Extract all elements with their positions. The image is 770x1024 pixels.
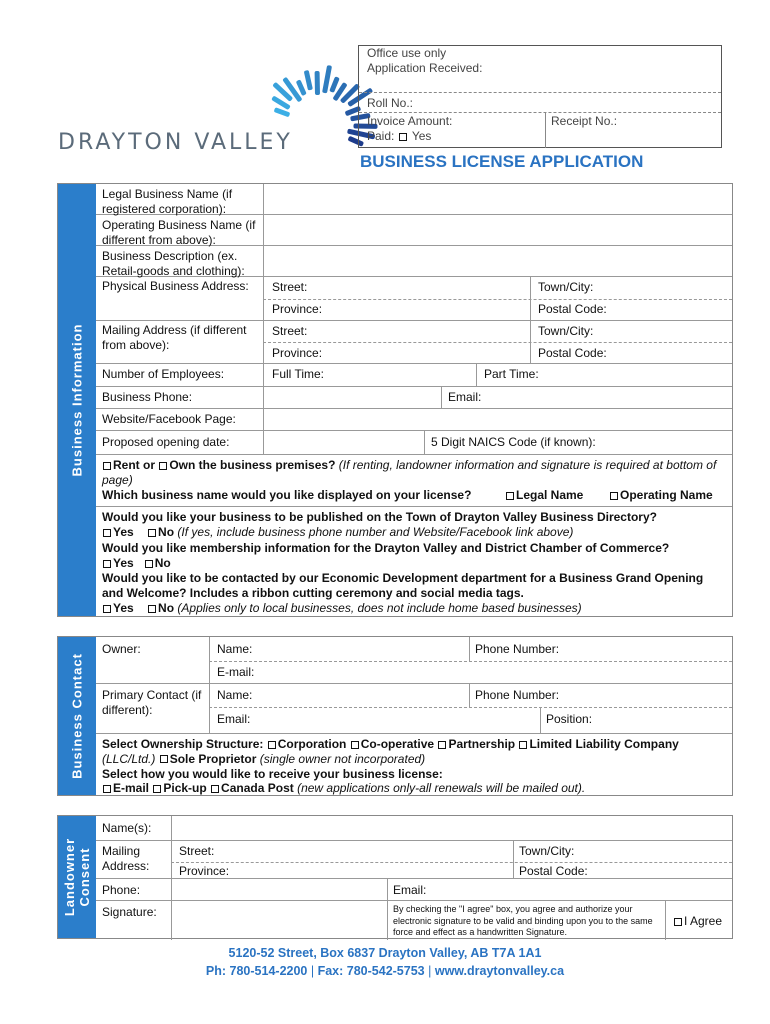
econ-yes-checkbox[interactable] [103,605,111,613]
rent-checkbox[interactable] [103,462,111,470]
chamber-no-checkbox[interactable] [145,560,153,568]
econ-no-checkbox[interactable] [148,605,156,613]
partnership-label: Partnership [448,737,516,751]
physical-postal-field[interactable]: Postal Code: [538,302,607,316]
directory-yes-checkbox[interactable] [103,529,111,537]
owner-email-field[interactable]: E-mail: [217,665,255,679]
footer-sep-1: | [310,964,315,978]
legal-name-option-label: Legal Name [516,488,584,502]
website-label: Website/Facebook Page: [102,412,236,426]
paid-checkbox[interactable] [399,133,407,141]
business-contact-label: Business Contact [69,653,85,779]
directory-question: Would you like your business to be published on the Town of Drayton Valley Business Directory? [102,510,657,524]
canada-post-label: Canada Post [221,781,294,795]
logo-ray [303,70,312,91]
legal-name-checkbox[interactable] [506,492,514,500]
landowner-email-field[interactable]: Email: [393,883,427,897]
own-label: Own the business premises? [169,458,336,472]
footer-contact [0,964,770,978]
receipt-no-field[interactable]: Receipt No.: [551,114,618,128]
operating-name-option[interactable] [605,486,717,505]
invoice-amount-field[interactable]: Invoice Amount: [367,114,453,128]
business-information-sidebar [58,184,96,616]
ownership-structure [98,735,730,768]
physical-street-field[interactable]: Street: [272,280,308,294]
display-name-question: Which business name would you like displayed on your license? [102,488,472,502]
landowner-postal-field[interactable]: Postal Code: [519,864,588,878]
ownership-question: Select Ownership Structure: [102,737,264,751]
business-information-label: Business Information [69,323,85,477]
employees-label: Number of Employees: [102,367,225,381]
business-contact-sidebar [58,637,96,795]
agree-disclaimer: By checking the "I agree" box, you agree and authorize your electronic signature to be valid and binding upon you to the same force and effect as a handwritten Signature. [393,904,653,937]
landowner-street-field[interactable]: Street: [179,844,215,858]
opening-date-label: Proposed opening date: [102,435,230,449]
naics-field[interactable]: 5 Digit NAICS Code (if known): [431,435,596,449]
rent-label: Rent or [113,458,155,472]
description-field[interactable] [264,247,732,275]
receive-note: (new applications only-all renewals will be mailed out). [297,781,586,795]
description-label: Business Description (ex. Retail-goods and clothing): [102,249,245,278]
physical-town-field[interactable]: Town/City: [538,280,594,294]
i-agree-label: I Agree [684,914,723,928]
contact-position-field[interactable]: Position: [546,712,593,726]
website-field[interactable] [264,410,732,428]
office-use-label: Office use only [367,46,447,60]
receive-license-options [98,779,730,798]
roll-no-field[interactable]: Roll No.: [359,93,721,113]
econ-dev-question: Would you like to be contacted by our Economic Development department for a Business Grand Opening and Welcome? Includes a ribbon cutting ceremony and social media tags. [102,571,704,600]
mailing-street-field[interactable]: Street: [272,324,308,338]
landowner-phone-field[interactable] [172,881,385,898]
mailing-postal-field[interactable]: Postal Code: [538,346,607,360]
directory-note: (If yes, include business phone number and Website/Facebook link above) [177,525,574,539]
operating-name-option-label: Operating Name [620,488,713,502]
sole-proprietor-label: Sole Proprietor [169,751,257,766]
partnership-checkbox[interactable] [438,741,446,749]
email-delivery-checkbox[interactable] [103,785,111,793]
business-email-field[interactable]: Email: [448,390,482,404]
premises-question [98,456,728,489]
landowner-phone-label: Phone: [102,883,141,897]
office-use-box [358,45,722,148]
chamber-question: Would you like membership information for the Drayton Valley and District Chamber of Commerce? [102,541,670,555]
form-title: BUSINESS LICENSE APPLICATION [360,152,644,171]
landowner-mailing-label: Mailing Address: [102,844,150,873]
signature-field[interactable] [172,903,385,938]
part-time-field[interactable]: Part Time: [484,367,539,381]
canada-post-checkbox[interactable] [211,785,219,793]
application-received-field[interactable]: Application Received: [359,61,721,93]
owner-phone-field[interactable]: Phone Number: [475,642,560,656]
chamber-no-label: No [154,556,171,570]
econ-note: (Applies only to local businesses, does not include home based businesses) [177,601,582,615]
pickup-label: Pick-up [163,781,207,795]
rent-note: (If renting, landowner information and signature is required at bottom of page) [102,458,717,487]
logo-ray [315,71,320,95]
footer-phone: Ph: 780-514-2200 [205,964,308,978]
chamber-yes-checkbox[interactable] [103,560,111,568]
pickup-checkbox[interactable] [153,785,161,793]
chamber-yes-label: Yes [113,556,134,570]
operating-name-checkbox[interactable] [610,492,618,500]
business-information-section [57,183,733,617]
directory-no-checkbox[interactable] [148,529,156,537]
landowner-consent-label [62,838,92,916]
cooperative-label: Co-operative [360,737,435,751]
paid-yes-label: Yes [411,129,432,143]
i-agree-option[interactable] [669,912,726,931]
sole-proprietor-checkbox[interactable] [160,755,168,763]
owner-name-field[interactable]: Name: [217,642,253,656]
contact-name-field[interactable]: Name: [217,688,253,702]
mailing-province-field[interactable]: Province: [272,346,323,360]
sole-proprietor-note: (single owner not incorporated) [259,751,426,766]
owner-label: Owner: [102,642,141,656]
landowner-town-field[interactable]: Town/City: [519,844,575,858]
llc-label: Limited Liability Company [529,737,679,751]
signature-label: Signature: [102,905,157,919]
corporation-label: Corporation [277,737,347,751]
operating-name-field[interactable] [264,216,732,244]
opening-date-field[interactable] [264,433,422,451]
econ-no-label: No [158,601,175,615]
receive-license-question: Select how you would like to receive your business license: [102,767,443,781]
footer-address: 5120-52 Street, Box 6837 Drayton Valley, AB T7A 1A1 [228,946,542,960]
footer-website[interactable]: www.draytonvalley.ca [434,964,565,978]
cooperative-checkbox[interactable] [351,741,359,749]
legal-name-option[interactable] [501,486,587,505]
landowner-label-line2: Consent [77,847,92,907]
operating-name-label: Operating Business Name (if different from above): [102,218,256,247]
business-phone-label: Business Phone: [102,390,193,404]
physical-province-field[interactable]: Province: [272,302,323,316]
i-agree-checkbox[interactable] [674,918,682,926]
directory-yes-label: Yes [113,525,134,539]
email-delivery-label: E-mail [113,781,150,795]
landowner-names-field[interactable] [172,819,732,838]
mailing-address-label: Mailing Address (if different from above): [102,323,247,352]
business-contact-section [57,636,733,796]
landowner-label-line1: Landowner [62,837,77,917]
llc-checkbox[interactable] [519,741,527,749]
paid-field[interactable] [367,129,431,143]
own-checkbox[interactable] [159,462,167,470]
landowner-consent-sidebar [58,816,96,938]
landowner-consent-section [57,815,733,939]
legal-name-field[interactable] [264,185,732,213]
footer-sep-2: | [428,964,432,978]
llc-note: (LLC/Ltd.) [102,751,156,766]
physical-address-label: Physical Business Address: [102,279,249,293]
contact-phone-field[interactable]: Phone Number: [475,688,560,702]
legal-name-label: Legal Business Name (if registered corporation): [102,187,233,216]
town-logo [58,60,358,170]
logo-text: DRAYTON VALLEY [58,130,293,155]
landowner-names-label: Name(s): [102,821,152,835]
business-phone-field[interactable] [264,388,440,406]
footer-fax: Fax: 780-542-5753 [317,964,425,978]
paid-label: Paid: [367,129,395,143]
econ-dev-options [98,599,732,618]
landowner-province-field[interactable]: Province: [179,864,230,878]
full-time-field[interactable]: Full Time: [272,367,325,381]
contact-email-field[interactable]: Email: [217,712,251,726]
directory-no-label: No [158,525,175,539]
mailing-town-field[interactable]: Town/City: [538,324,594,338]
econ-yes-label: Yes [113,601,134,615]
corporation-checkbox[interactable] [268,741,276,749]
primary-contact-label: Primary Contact (if different): [102,688,202,717]
